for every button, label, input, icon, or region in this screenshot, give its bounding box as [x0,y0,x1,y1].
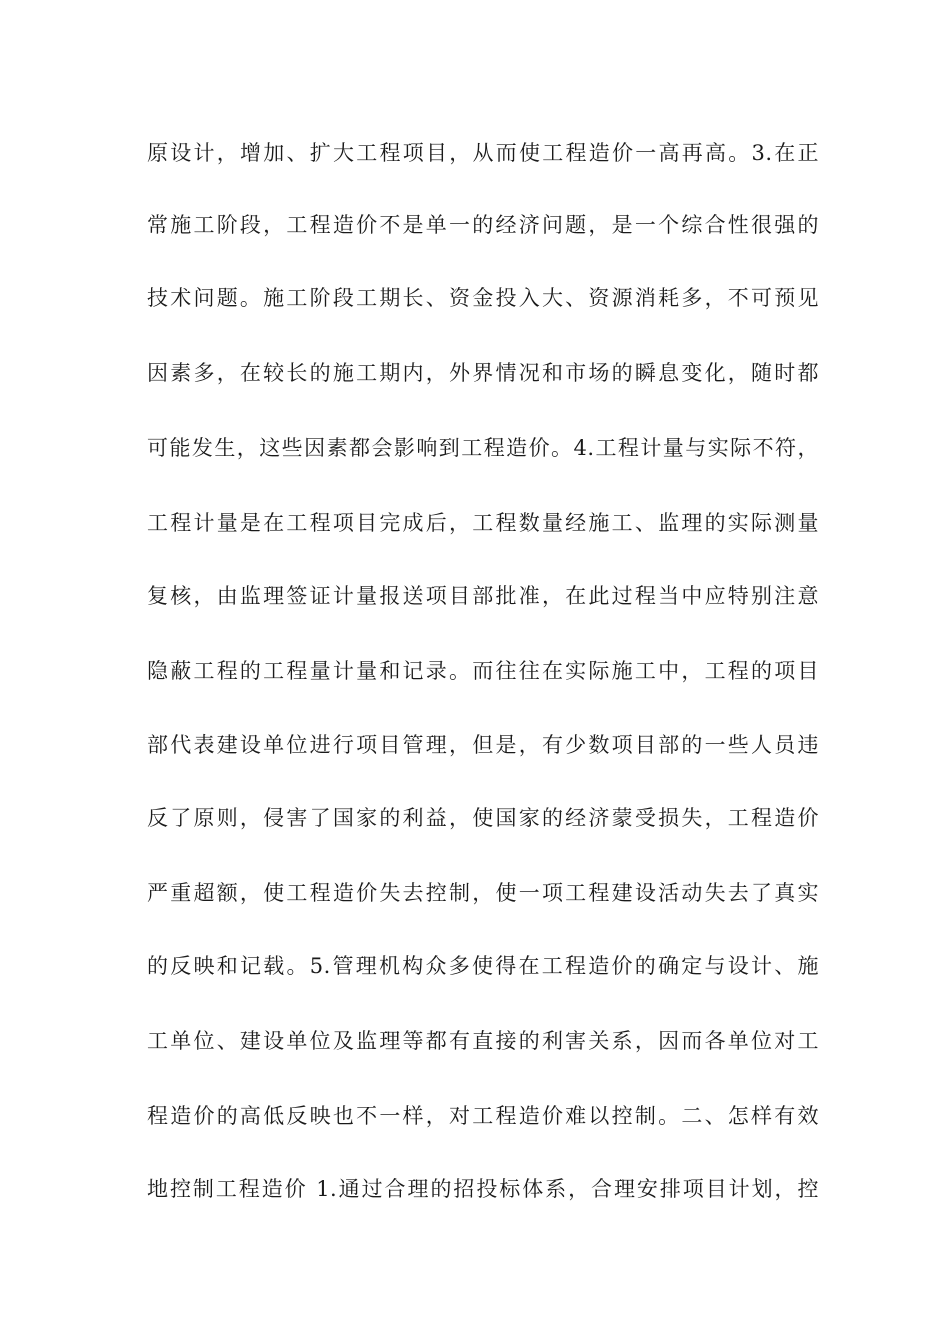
text-line: 工程计量是在工程项目完成后，工程数量经施工、监理的实际测量 [147,511,819,535]
text-line: 程造价的高低反映也不一样，对工程造价难以控制。二、怎样有效 [147,1104,819,1128]
text-line: 地控制工程造价 1.通过合理的招投标体系，合理安排项目计划，控 [147,1177,819,1201]
text-line: 原设计，增加、扩大工程项目，从而使工程造价一高再高。3.在正 [147,141,819,165]
text-line: 部代表建设单位进行项目管理，但是，有少数项目部的一些人员违 [147,733,819,757]
text-line: 复核，由监理签证计量报送项目部批准，在此过程当中应特别注意 [147,584,819,608]
text-line: 严重超额，使工程造价失去控制，使一项工程建设活动失去了真实 [147,881,819,905]
text-line: 可能发生，这些因素都会影响到工程造价。4.工程计量与实际不符， [147,436,819,460]
text-line: 工单位、建设单位及监理等都有直接的利害关系，因而各单位对工 [147,1029,819,1053]
text-line: 常施工阶段，工程造价不是单一的经济问题，是一个综合性很强的 [147,213,819,237]
text-line: 技术问题。施工阶段工期长、资金投入大、资源消耗多，不可预见 [147,286,819,310]
text-line: 隐蔽工程的工程量计量和记录。而往往在实际施工中，工程的项目 [147,659,819,683]
text-line: 的反映和记载。5.管理机构众多使得在工程造价的确定与设计、施 [147,954,819,978]
text-line: 因素多，在较长的施工期内，外界情况和市场的瞬息变化，随时都 [147,361,819,385]
text-line: 反了原则，侵害了国家的利益，使国家的经济蒙受损失，工程造价 [147,806,819,830]
